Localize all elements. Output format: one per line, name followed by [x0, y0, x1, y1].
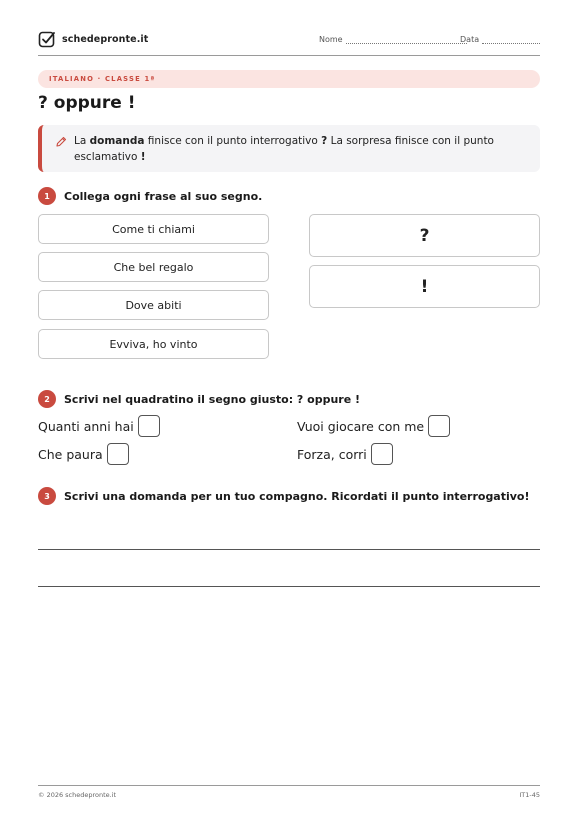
name-field[interactable] — [319, 35, 467, 44]
rule-note-text: La domanda finisce con il punto interrogativo ? La sorpresa finisce con il punto esclamativo ! — [74, 135, 494, 163]
fill-item-text: Quanti anni hai — [38, 418, 134, 434]
answer-box[interactable] — [428, 415, 450, 437]
name-label: Nome — [319, 35, 343, 44]
fill-item — [297, 443, 393, 465]
question-mark-card[interactable]: ? — [309, 214, 540, 257]
exercise-2-heading — [38, 390, 360, 408]
brand-logo — [38, 30, 148, 48]
fill-item-text: Che paura — [38, 446, 103, 462]
writing-line[interactable] — [38, 586, 540, 587]
copyright-text: © 2026 schedepronte.it — [38, 791, 117, 799]
phrase-card[interactable]: Dove abiti — [38, 290, 269, 320]
answer-box[interactable] — [371, 443, 393, 465]
exercise-1-heading — [38, 187, 262, 205]
exercise-number-badge: 1 — [38, 187, 56, 205]
answer-box[interactable] — [107, 443, 129, 465]
phrase-card[interactable]: Evviva, ho vinto — [38, 329, 269, 359]
exercise-2-instruction: Scrivi nel quadratino il segno giusto: ? oppure ! — [64, 392, 361, 406]
fill-item — [38, 443, 129, 465]
answer-box[interactable] — [138, 415, 160, 437]
exercise-number-badge: 3 — [38, 487, 56, 505]
exercise-3-instruction: Scrivi una domanda per un tuo compagno. Ricordati il punto interrogativo! — [64, 489, 530, 503]
exercise-number-badge: 2 — [38, 390, 56, 408]
fill-item-text: Vuoi giocare con me — [297, 418, 425, 434]
page-header — [38, 30, 540, 56]
page-title: ? oppure ! — [38, 93, 136, 113]
exclamation-mark-card[interactable]: ! — [309, 265, 540, 308]
writing-line[interactable] — [38, 549, 540, 550]
pencil-icon — [55, 136, 67, 148]
fill-item — [297, 415, 450, 437]
checkbox-logo-icon — [38, 30, 56, 48]
name-line — [346, 36, 467, 44]
brand-name: schedepronte.it — [62, 33, 149, 45]
exercise-1-instruction: Collega ogni frase al suo segno. — [64, 189, 263, 203]
fill-item — [38, 415, 160, 437]
date-line — [482, 36, 540, 44]
worksheet-code: IT1-45 — [519, 791, 540, 799]
date-field[interactable] — [460, 35, 540, 44]
subject-badge: ITALIANO · CLASSE 1ª — [38, 70, 540, 88]
date-label: Data — [460, 35, 480, 44]
phrase-card[interactable]: Come ti chiami — [38, 214, 269, 244]
exercise-3-heading — [38, 487, 530, 505]
fill-item-text: Forza, corri — [297, 446, 367, 462]
phrase-card[interactable]: Che bel regalo — [38, 252, 269, 282]
rule-note — [38, 125, 540, 172]
page-footer — [38, 785, 540, 799]
